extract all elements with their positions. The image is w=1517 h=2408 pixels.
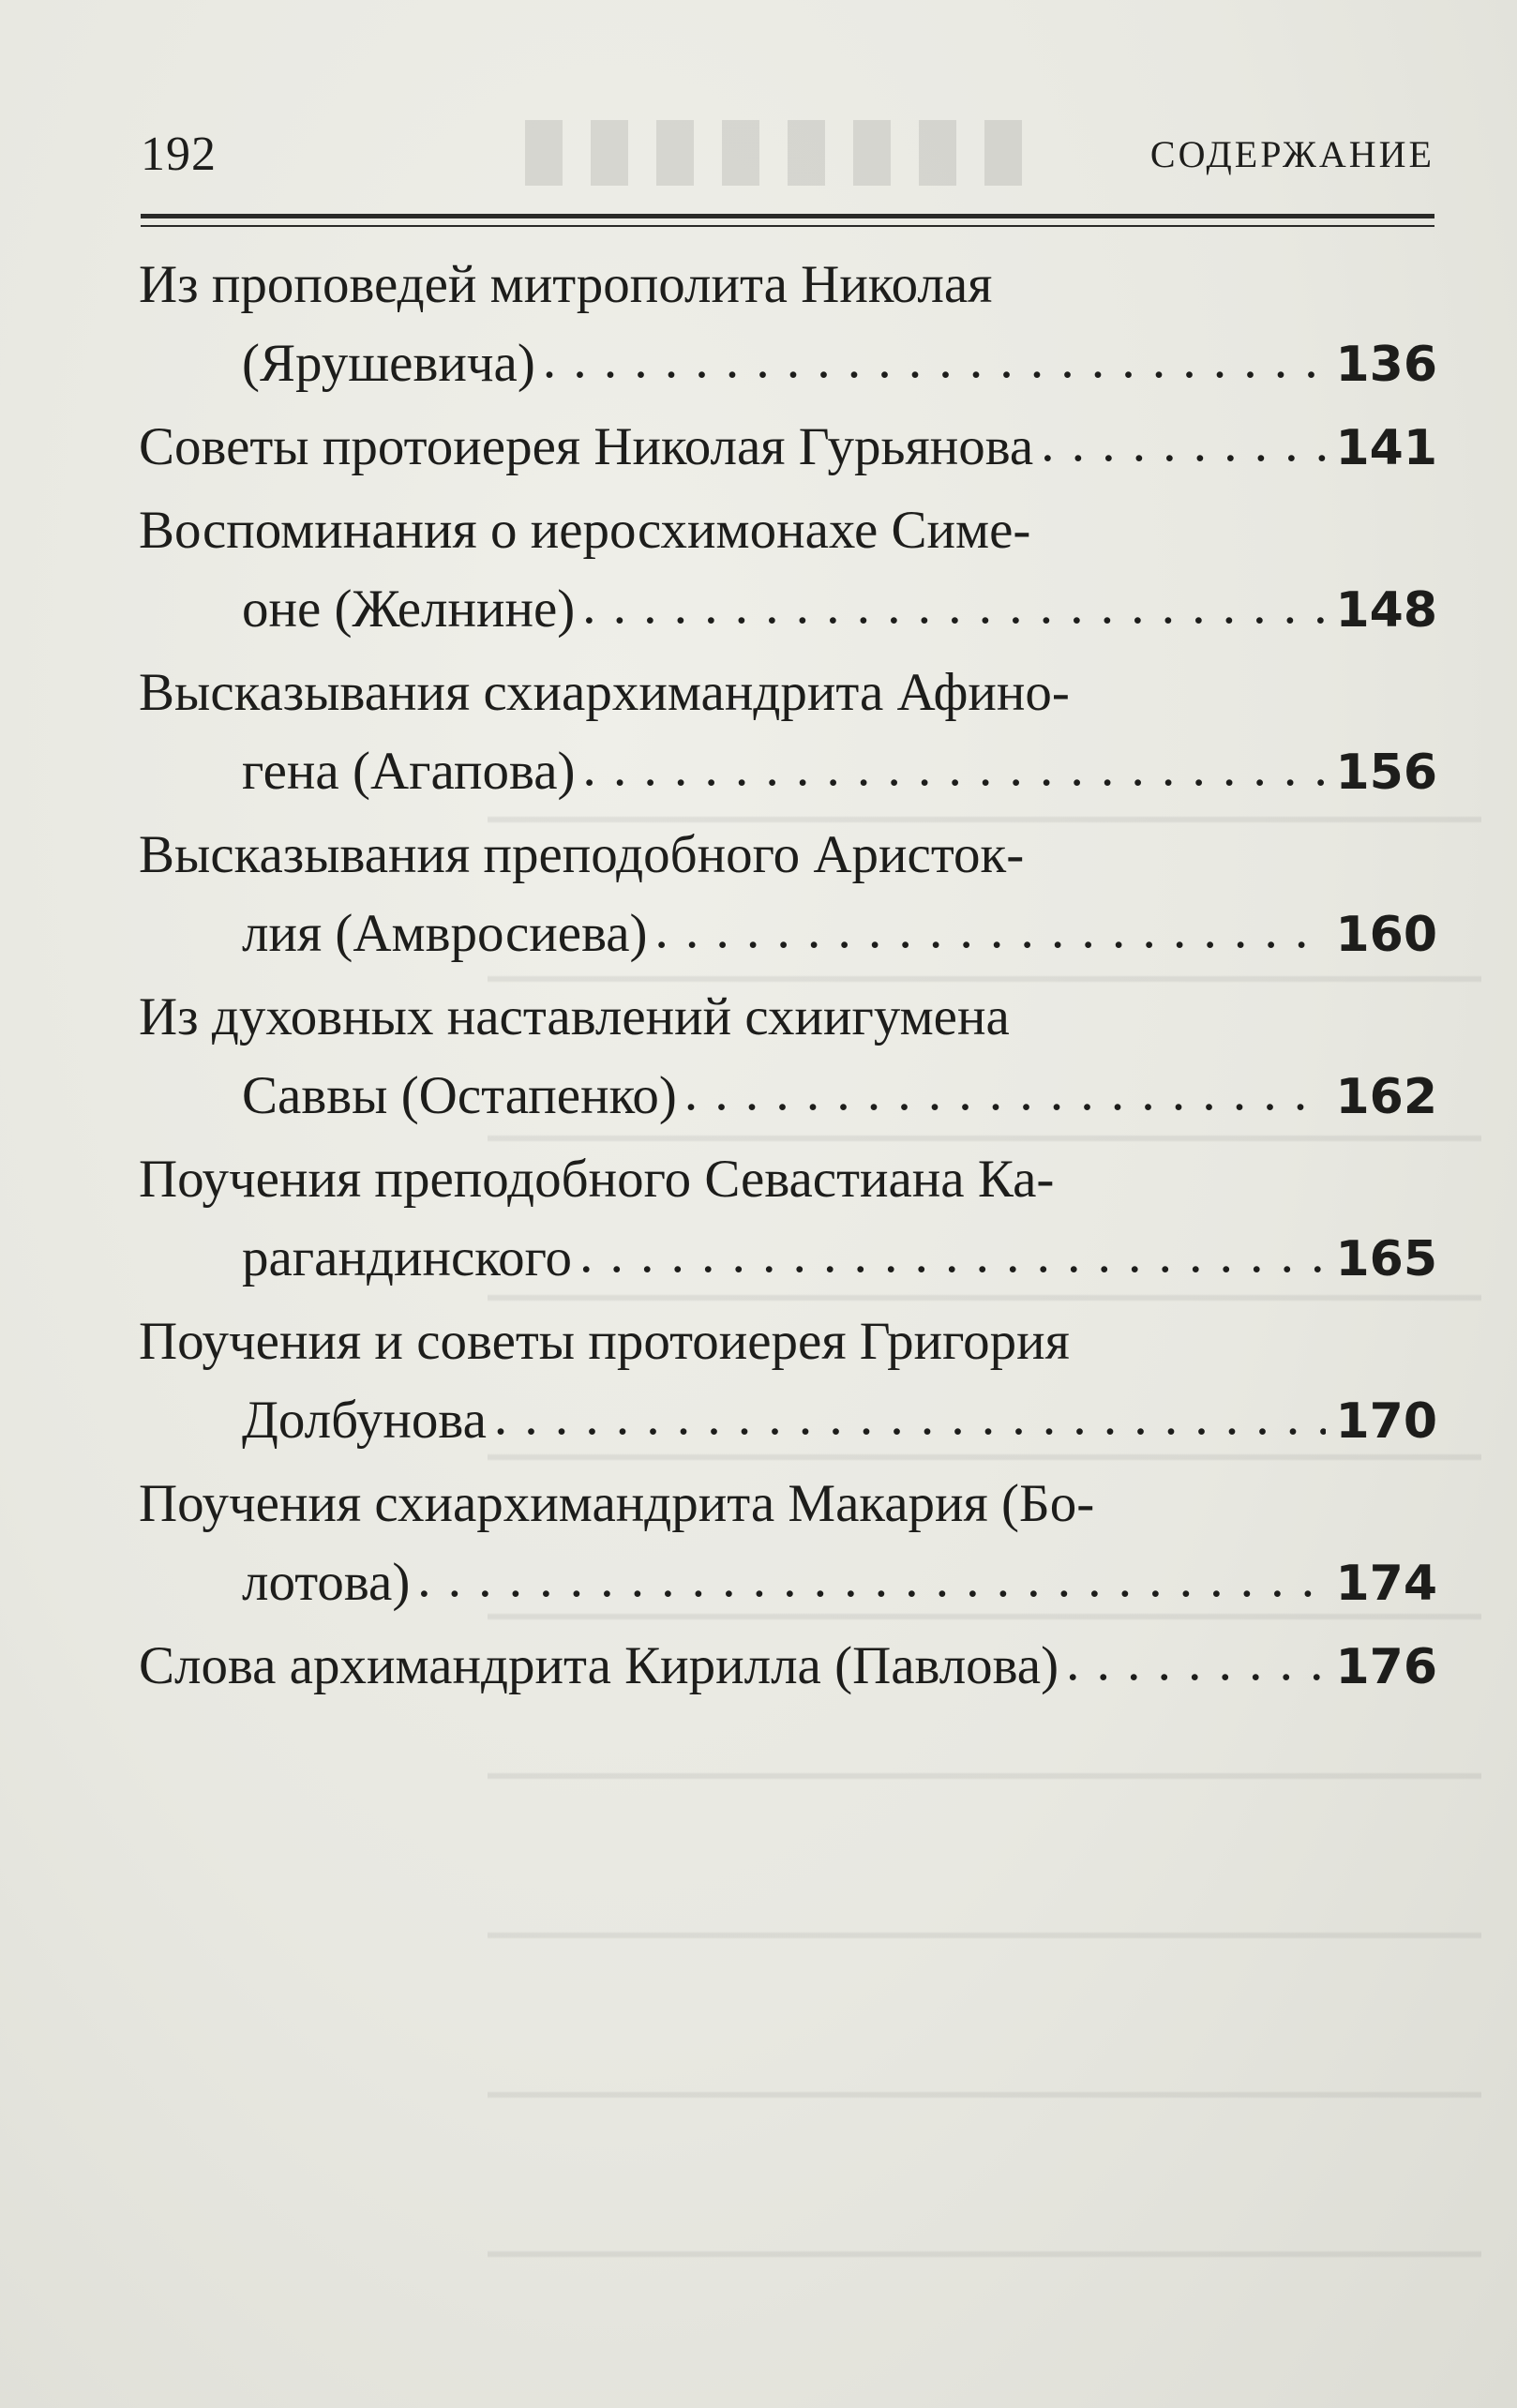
toc-entry-page: 174 <box>1335 1556 1437 1612</box>
toc-entry-page: 170 <box>1335 1393 1437 1450</box>
toc-entry-title: Слова архимандрита Кирилла (Павлова) <box>139 1636 1059 1695</box>
toc-entry-title-line2: (Ярушевича) <box>242 334 535 393</box>
toc-entry-title-line2: лотова) <box>242 1553 411 1612</box>
running-head: СОДЕРЖАНИЕ <box>1149 133 1434 175</box>
header-rule-thin <box>141 225 1434 227</box>
leader-dots <box>1066 1623 1326 1702</box>
toc-entry-title-line1: Высказывания схиархимандрита Афино- <box>139 663 1070 722</box>
toc-entry-page: 165 <box>1335 1231 1437 1287</box>
toc-entry-title-line1: Поучения и советы протоиерея Григория <box>139 1312 1070 1371</box>
toc-entry-page: 176 <box>1335 1639 1437 1695</box>
toc-entry-page: 162 <box>1335 1069 1437 1125</box>
toc-entry-title-line2: Саввы (Остапенко) <box>242 1066 677 1125</box>
toc-entry-title: Советы протоиерея Николая Гурьянова <box>139 417 1034 476</box>
toc-entry-title-line1: Поучения схиархимандрита Макария (Бо- <box>139 1474 1095 1533</box>
toc-entry-title-line1: Высказывания преподобного Аристок- <box>139 825 1025 884</box>
leader-dots <box>1041 404 1326 483</box>
toc-entry-page: 148 <box>1335 582 1437 639</box>
leader-dots <box>684 1053 1327 1132</box>
toc-entry-page: 141 <box>1335 420 1437 476</box>
page-number: 192 <box>141 128 217 181</box>
table-of-contents <box>139 246 1437 1707</box>
toc-entry <box>139 1302 1437 1461</box>
toc-entry-title-line2: рагандинского <box>242 1228 573 1287</box>
toc-entry <box>139 978 1437 1136</box>
toc-entry <box>139 1140 1437 1299</box>
toc-entry-title-line2: оне (Желнине) <box>242 579 576 639</box>
toc-entry-title-line2: Долбунова <box>242 1391 487 1450</box>
toc-entry-page: 160 <box>1335 907 1437 963</box>
leader-dots <box>417 1540 1326 1618</box>
toc-entry <box>139 491 1437 650</box>
leader-dots <box>494 1377 1327 1456</box>
leader-dots <box>579 1215 1326 1294</box>
toc-entry <box>139 246 1437 404</box>
toc-entry-title-line1: Поучения преподобного Севастиана Ка- <box>139 1150 1055 1209</box>
toc-entry <box>139 408 1437 488</box>
toc-entry-title-line1: Из духовных наставлений схиигумена <box>139 987 1010 1046</box>
toc-entry-title-line2: лия (Амвросиева) <box>242 904 648 963</box>
toc-entry <box>139 1627 1437 1707</box>
toc-entry-page: 136 <box>1335 337 1437 393</box>
toc-entry <box>139 1465 1437 1623</box>
toc-entry-page: 156 <box>1335 745 1437 801</box>
leader-dots <box>583 729 1327 807</box>
toc-entry-title-line1: Воспоминания о иеросхимонахе Симе- <box>139 501 1031 560</box>
page-header <box>141 122 1434 188</box>
toc-entry <box>139 654 1437 812</box>
toc-entry <box>139 816 1437 974</box>
toc-entry-title-line1: Из проповедей митрополита Николая <box>139 255 993 314</box>
header-rule-thick <box>141 214 1434 218</box>
leader-dots <box>655 891 1327 970</box>
toc-entry-title-line2: гена (Агапова) <box>242 742 576 801</box>
leader-dots <box>582 566 1326 645</box>
leader-dots <box>543 321 1327 399</box>
